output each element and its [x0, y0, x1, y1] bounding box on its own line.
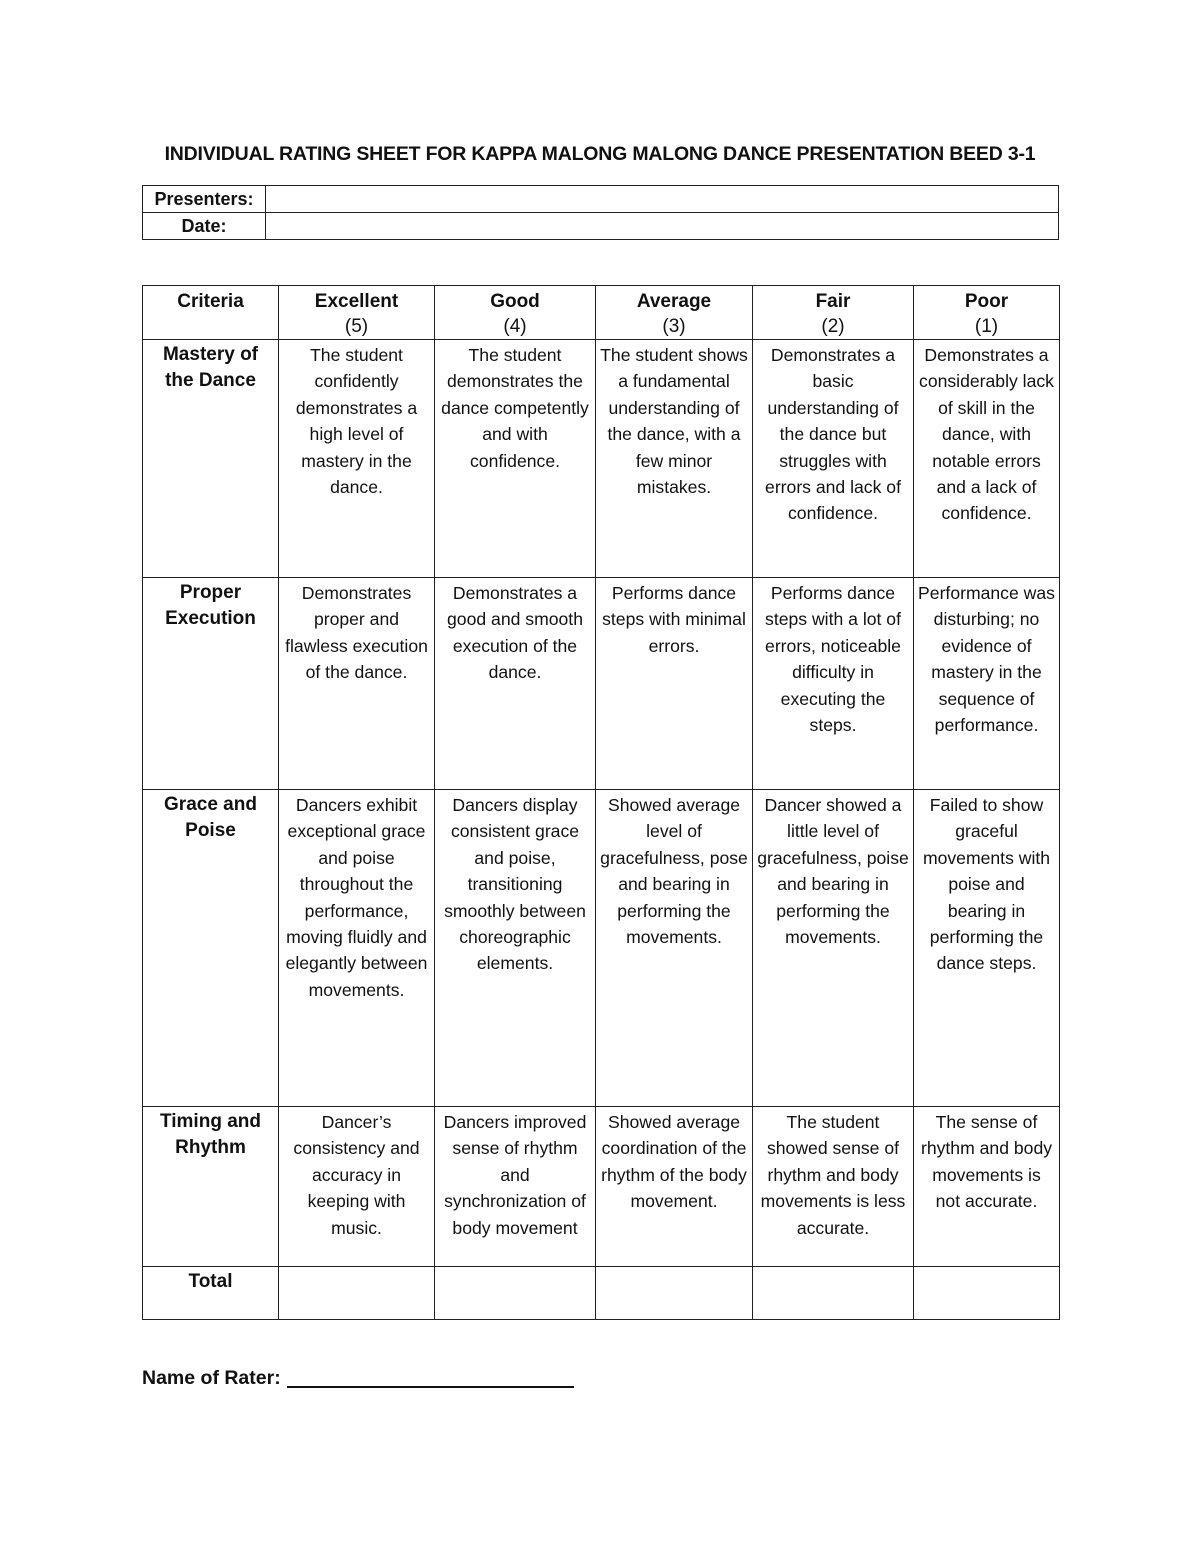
header-excellent-label: Excellent: [314, 291, 399, 312]
total-row: [143, 1267, 1060, 1320]
rubric-table: [142, 285, 1060, 1320]
descriptor-cell: Demonstrates a considerably lack of skill in the dance, with notable errors and a lack of confidence.: [914, 340, 1060, 578]
total-label: Total: [143, 1267, 279, 1320]
descriptor-cell: Showed average level of gracefulness, pose and bearing in performing the movements.: [596, 790, 753, 1107]
criterion-mastery: Mastery of the Dance: [143, 340, 279, 578]
descriptor-cell: Dancers display consistent grace and poise, transitioning smoothly between choreographic elements.: [435, 790, 596, 1107]
presenter-info-table: [142, 185, 1059, 240]
total-cell[interactable]: [435, 1267, 596, 1320]
header-fair: [753, 286, 914, 340]
table-row: [143, 340, 1060, 578]
descriptor-cell: Showed average coordination of the rhythm of the body movement.: [596, 1107, 753, 1267]
date-label: Date:: [143, 213, 266, 240]
descriptor-cell: Demonstrates a basic understanding of the dance but struggles with errors and lack of confidence.: [753, 340, 914, 578]
descriptor-cell: The student confidently demonstrates a high level of mastery in the dance.: [279, 340, 435, 578]
date-row: [143, 213, 1059, 240]
page-title: INDIVIDUAL RATING SHEET FOR KAPPA MALONG MALONG DANCE PRESENTATION BEED 3-1: [164, 143, 1036, 165]
presenters-label: Presenters:: [143, 186, 266, 213]
descriptor-cell: Failed to show graceful movements with poise and bearing in performing the dance steps.: [914, 790, 1060, 1107]
presenters-row: [143, 186, 1059, 213]
criterion-execution: Proper Execution: [143, 578, 279, 790]
criterion-timing: Timing and Rhythm: [143, 1107, 279, 1267]
header-excellent: [279, 286, 435, 340]
header-poor-score: (1): [974, 315, 999, 337]
header-good: [435, 286, 596, 340]
rater-section: [142, 1367, 574, 1390]
header-good-label: Good: [490, 291, 540, 312]
header-average: [596, 286, 753, 340]
descriptor-cell: The student demonstrates the dance competently and with confidence.: [435, 340, 596, 578]
rater-label: Name of Rater:: [142, 1367, 281, 1389]
descriptor-cell: Dancers exhibit exceptional grace and poise throughout the performance, moving fluidly and elegantly between movements.: [279, 790, 435, 1107]
descriptor-cell: Performance was disturbing; no evidence of mastery in the sequence of performance.: [914, 578, 1060, 790]
table-row: [143, 1107, 1060, 1267]
total-cell[interactable]: [279, 1267, 435, 1320]
header-criteria: [143, 286, 279, 340]
descriptor-cell: Demonstrates a good and smooth execution of the dance.: [435, 578, 596, 790]
descriptor-cell: Dancer’s consistency and accuracy in keeping with music.: [279, 1107, 435, 1267]
header-criteria-label: Criteria: [177, 291, 244, 312]
rater-name-field[interactable]: [287, 1368, 574, 1388]
descriptor-cell: The sense of rhythm and body movements is not accurate.: [914, 1107, 1060, 1267]
descriptor-cell: Performs dance steps with a lot of errors, noticeable difficulty in executing the steps.: [753, 578, 914, 790]
header-poor: [914, 286, 1060, 340]
descriptor-cell: The student showed sense of rhythm and body movements is less accurate.: [753, 1107, 914, 1267]
header-average-score: (3): [662, 315, 686, 337]
descriptor-cell: Dancers improved sense of rhythm and synchronization of body movement: [435, 1107, 596, 1267]
total-cell[interactable]: [596, 1267, 753, 1320]
total-cell[interactable]: [753, 1267, 914, 1320]
date-field[interactable]: [266, 213, 1059, 240]
header-excellent-score: (5): [344, 315, 369, 337]
header-poor-label: Poor: [964, 291, 1009, 312]
total-cell[interactable]: [914, 1267, 1060, 1320]
descriptor-cell: Demonstrates proper and flawless execution of the dance.: [279, 578, 435, 790]
presenters-field[interactable]: [266, 186, 1059, 213]
descriptor-cell: Performs dance steps with minimal errors.: [596, 578, 753, 790]
criterion-grace: Grace and Poise: [143, 790, 279, 1107]
table-row: [143, 790, 1060, 1107]
header-fair-label: Fair: [815, 291, 851, 312]
header-fair-score: (2): [821, 315, 845, 337]
table-row: [143, 578, 1060, 790]
rubric-header-row: [143, 286, 1060, 340]
descriptor-cell: Dancer showed a little level of gracefulness, poise and bearing in performing the movements.: [753, 790, 914, 1107]
descriptor-cell: The student shows a fundamental understanding of the dance, with a few minor mistakes.: [596, 340, 753, 578]
header-average-label: Average: [636, 291, 712, 312]
header-good-score: (4): [503, 315, 527, 337]
